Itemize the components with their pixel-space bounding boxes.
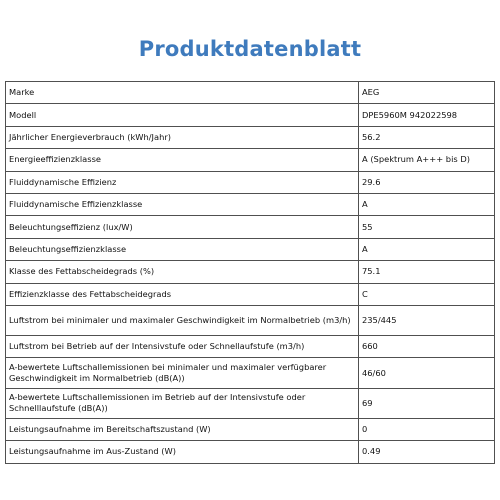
row-label: Luftstrom bei minimaler und maximaler Geschwindigkeit im Normalbetrieb (m3/h) xyxy=(6,305,359,335)
table-row xyxy=(6,283,495,305)
row-value: 55 xyxy=(359,216,495,238)
table-row xyxy=(6,104,495,126)
row-label: Luftstrom bei Betrieb auf der Intensivstufe oder Schnellaufstufe (m3/h) xyxy=(6,336,359,358)
row-value: 56.2 xyxy=(359,126,495,148)
row-label: Modell xyxy=(6,104,359,126)
row-value: 75.1 xyxy=(359,261,495,283)
row-label: A-bewertete Luftschallemissionen im Betrieb auf der Intensivstufe oder Schnelllaufstufe (dB(A)) xyxy=(6,388,359,418)
row-label: Marke xyxy=(6,82,359,104)
table-row xyxy=(6,149,495,171)
row-value: 29.6 xyxy=(359,171,495,193)
row-value: AEG xyxy=(359,82,495,104)
row-value: A (Spektrum A+++ bis D) xyxy=(359,149,495,171)
row-value: 46/60 xyxy=(359,358,495,388)
table-row xyxy=(6,336,495,358)
row-label: Effizienzklasse des Fettabscheidegrads xyxy=(6,283,359,305)
table-row xyxy=(6,388,495,418)
table-row xyxy=(6,358,495,388)
row-value: A xyxy=(359,193,495,215)
table-row xyxy=(6,171,495,193)
row-label: Fluiddynamische Effizienz xyxy=(6,171,359,193)
table-row xyxy=(6,82,495,104)
row-value: 69 xyxy=(359,388,495,418)
row-value: 0.49 xyxy=(359,441,495,463)
row-value: 235/445 xyxy=(359,305,495,335)
product-data-table xyxy=(5,81,495,464)
row-label: Beleuchtungseffizienz (lux/W) xyxy=(6,216,359,238)
table-row xyxy=(6,261,495,283)
row-label: A-bewertete Luftschallemissionen bei minimaler und maximaler verfügbarer Geschwindigkeit im Normalbetrieb (dB(A)) xyxy=(6,358,359,388)
table-row xyxy=(6,193,495,215)
table-row xyxy=(6,216,495,238)
table-row xyxy=(6,418,495,440)
row-label: Leistungsaufnahme im Bereitschaftszustand (W) xyxy=(6,418,359,440)
row-label: Energieeffizienzklasse xyxy=(6,149,359,171)
row-value: A xyxy=(359,238,495,260)
row-value: 660 xyxy=(359,336,495,358)
row-label: Jährlicher Energieverbrauch (kWh/Jahr) xyxy=(6,126,359,148)
page-title: Produktdatenblatt xyxy=(138,37,362,61)
row-value: 0 xyxy=(359,418,495,440)
row-value: C xyxy=(359,283,495,305)
table-row xyxy=(6,238,495,260)
row-label: Beleuchtungseffizienzklasse xyxy=(6,238,359,260)
row-label: Leistungsaufnahme im Aus-Zustand (W) xyxy=(6,441,359,463)
table-row xyxy=(6,441,495,463)
table-row xyxy=(6,126,495,148)
table-row xyxy=(6,305,495,335)
row-value: DPE5960M 942022598 xyxy=(359,104,495,126)
row-label: Klasse des Fettabscheidegrads (%) xyxy=(6,261,359,283)
row-label: Fluiddynamische Effizienzklasse xyxy=(6,193,359,215)
